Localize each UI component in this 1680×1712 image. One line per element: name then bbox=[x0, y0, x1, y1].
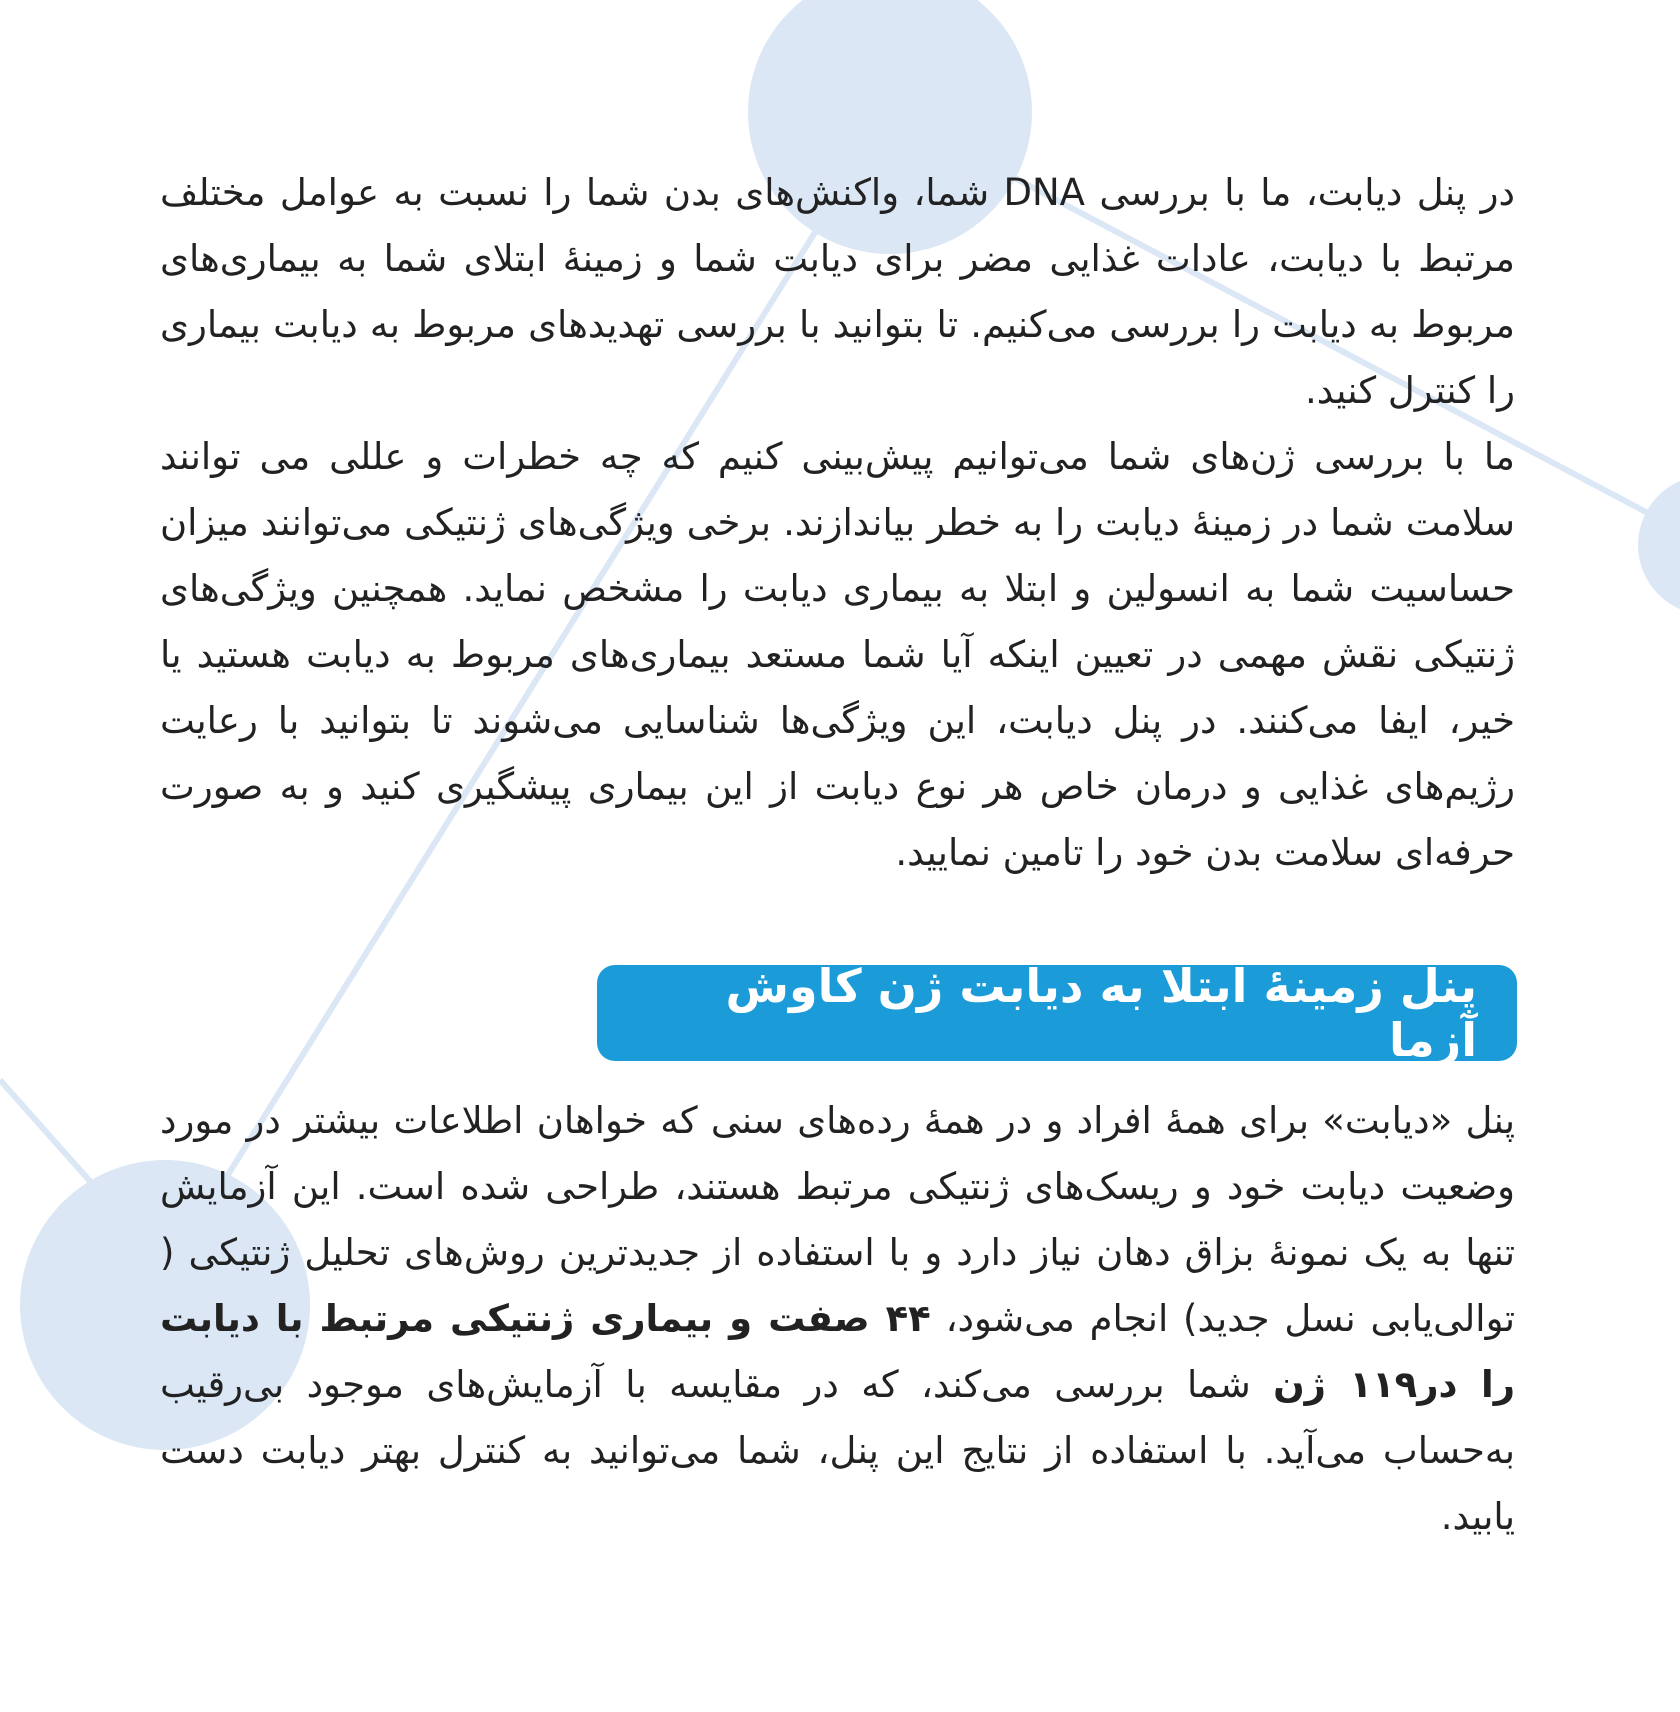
panel-description-text: پنل «دیابت» برای همهٔ افراد و در همهٔ رده‌های سنی که خواهان اطلاعات بیشتر در مورد وضعیت دیابت خود و ریسک‌های ژنتیکی مرتبط هستند، طراحی شده است. این آزمایش تنها به یک نمونهٔ بزاق دهان نیاز دارد و با استفاده از جدیدترین روش‌های تحلیل ژنتیکی ( توالی‌یابی نسل جدید) انجام می‌شود، bbox=[160, 1099, 1515, 1340]
panel-description-text-end: شما بررسی می‌کند، که در مقایسه با آزمایش‌های موجود بی‌رقیب به‌حساب می‌آید. با استفاده از نتایج این پنل، شما می‌توانید به کنترل بهتر دیابت دست یابید. bbox=[160, 1363, 1515, 1538]
genetics-paragraph: ما با بررسی ژن‌های شما می‌توانیم پیش‌بینی کنیم که چه خطرات و عللی می توانند سلامت شما در زمینهٔ دیابت را به خطر بیاندازند. برخی ویژگی‌های ژنتیکی می‌توانند میزان حساسیت شما به انسولین و ابتلا به بیماری دیابت را مشخص نماید. همچنین ویژگی‌های ژنتیکی نقش مهمی در تعیین اینکه آیا شما مستعد بیماری‌های مربوط به دیابت هستید یا خیر، ایفا می‌کنند. در پنل دیابت، این ویژگی‌ها شناسایی می‌شوند تا بتوانید با رعایت رژیم‌های غذایی و درمان خاص هر نوع دیابت از این بیماری پیشگیری کنید و به صورت حرفه‌ای سلامت بدن خود را تامین نمایید. bbox=[160, 435, 1515, 874]
section-heading-banner bbox=[597, 959, 1517, 1067]
panel-description-highlight: ۴۴ صفت و بیماری ژنتیکی مرتبط با دیابت را در۱۱۹ ژن bbox=[160, 1297, 1516, 1406]
panel-description-paragraph bbox=[160, 1088, 1515, 1550]
intro-paragraph: در پنل دیابت، ما با بررسی DNA شما، واکنش‌های بدن شما را نسبت به عوامل مختلف مرتبط با دیابت، عادات غذایی مضر برای دیابت شما و زمینهٔ ابتلای شما به بیماری‌های مربوط به دیابت را بررسی می‌کنیم. تا بتوانید با بررسی تهدیدهای مربوط به دیابت بیماری را کنترل کنید. bbox=[160, 171, 1515, 412]
decor-circle-right bbox=[1638, 475, 1680, 615]
section-heading-text: پنل زمینهٔ ابتلا به دیابت ژن کاوش آزما bbox=[725, 959, 1477, 1067]
